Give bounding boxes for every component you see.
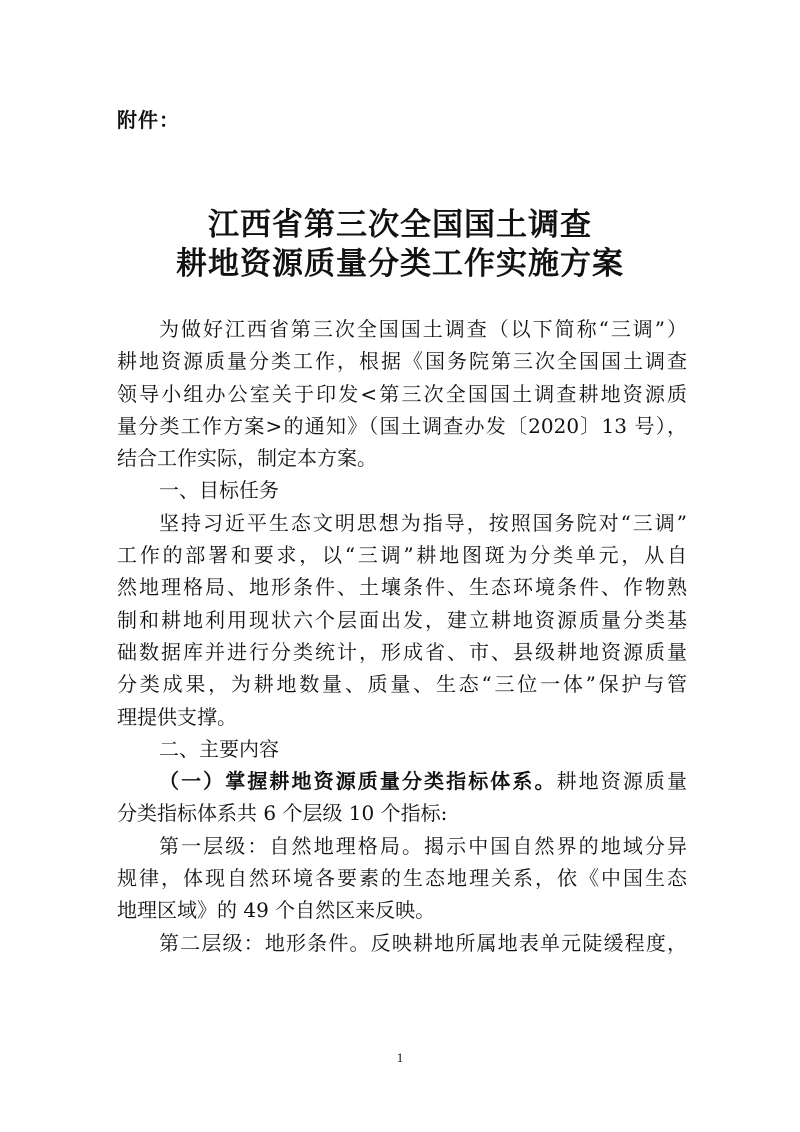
goals-line: 分类成果，为耕地数量、质量、生态“三位一体”保护与管 <box>117 672 687 697</box>
intro-line: 耕地资源质量分类工作，根据《国务院第三次全国国土调查 <box>117 349 687 374</box>
goals-line: 然地理格局、地形条件、土壤条件、生态环境条件、作物熟 <box>117 575 687 600</box>
level1-line: 规律，体现自然环境各要素的生态地理关系，依《中国生态 <box>117 866 687 891</box>
goals-line: 制和耕地利用现状六个层面出发，建立耕地资源质量分类基 <box>117 607 687 632</box>
intro-line: 为做好江西省第三次全国国土调查（以下简称“三调”） <box>159 317 687 341</box>
goals-line: 工作的部署和要求，以“三调”耕地图斑为分类单元，从自 <box>117 543 687 568</box>
goals-line: 坚持习近平生态文明思想为指导，按照国务院对“三调” <box>159 510 687 535</box>
subsection-line <box>117 765 687 797</box>
document-body <box>117 313 687 959</box>
level2-line: 第二层级：地形条件。反映耕地所属地表单元陡缓程度， <box>159 930 687 955</box>
level1-line: 第一层级：自然地理格局。揭示中国自然界的地域分异 <box>159 833 687 858</box>
goals-line: 理提供支撑。 <box>117 704 237 729</box>
document-title-line-2: 耕地资源质量分类工作实施方案 <box>176 246 624 282</box>
subsection-title: （一）掌握耕地资源质量分类指标体系。 <box>159 769 557 794</box>
intro-line: 领导小组办公室关于印发<第三次全国国土调查耕地资源质 <box>117 381 687 406</box>
goals-line: 础数据库并进行分类统计，形成省、市、县级耕地资源质量 <box>117 639 687 664</box>
page-number: 1 <box>396 1050 404 1065</box>
level1-line: 地理区域》的 49 个自然区来反映。 <box>117 898 436 923</box>
subsection-line: 分类指标体系共 6 个层级 10 个指标: <box>117 801 448 826</box>
intro-line: 量分类工作方案>的通知》（国土调查办发〔2020〕13 号）， <box>117 413 687 438</box>
subsection-text: 耕地资源质量 <box>556 769 688 794</box>
document-title-line-1: 江西省第三次全国国土调查 <box>208 207 592 243</box>
section-heading-goals: 一、目标任务 <box>159 478 279 503</box>
intro-line: 结合工作实际，制定本方案。 <box>117 446 377 471</box>
attachment-label: 附件： <box>117 108 180 132</box>
section-heading-content: 二、主要内容 <box>159 736 279 761</box>
